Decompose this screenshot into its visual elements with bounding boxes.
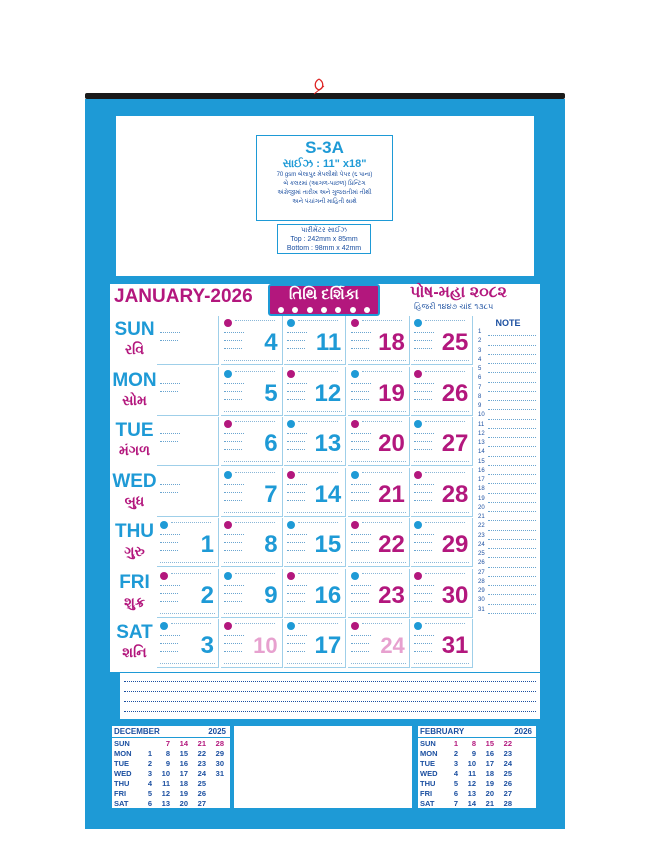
mini-day: 6 bbox=[453, 789, 458, 798]
mini-weekday: SUN bbox=[420, 739, 436, 748]
mini-day: 19 bbox=[485, 779, 494, 788]
mini-day: 2 bbox=[147, 759, 152, 768]
hanging-hook-icon bbox=[312, 78, 326, 96]
mini-day: 1 bbox=[147, 749, 152, 758]
date-cell bbox=[348, 619, 410, 668]
date-cell bbox=[221, 417, 283, 466]
note-number: 24 bbox=[478, 541, 485, 548]
date-number: 21 bbox=[378, 480, 405, 508]
moon-phase-icon bbox=[414, 471, 422, 479]
date-cell bbox=[411, 569, 473, 618]
date-cell bbox=[157, 468, 219, 517]
date-cell bbox=[284, 518, 346, 567]
mini-day: 26 bbox=[503, 779, 512, 788]
date-number: 8 bbox=[264, 531, 278, 558]
moon-phase-icon bbox=[351, 572, 359, 580]
date-number: 29 bbox=[441, 531, 469, 558]
note-number: 19 bbox=[478, 495, 485, 502]
mini-day: 15 bbox=[179, 749, 188, 758]
mini-day: 12 bbox=[467, 779, 476, 788]
mini-weekday: SAT bbox=[114, 799, 129, 808]
moon-phase-icon bbox=[287, 572, 295, 580]
mini-weekday: THU bbox=[114, 779, 130, 788]
mini-day: 9 bbox=[471, 749, 476, 758]
mini-day: 1 bbox=[453, 739, 458, 748]
window-title: પારીમેંટર સાઈઝ bbox=[301, 227, 347, 234]
note-line[interactable] bbox=[478, 587, 538, 596]
moon-phase-icon bbox=[160, 572, 168, 580]
weekday-tue bbox=[112, 421, 157, 459]
mini-row bbox=[114, 769, 228, 779]
date-number: 1 bbox=[200, 531, 214, 558]
note-number: 28 bbox=[478, 578, 485, 585]
note-line[interactable] bbox=[478, 439, 538, 448]
blank-panel bbox=[234, 726, 412, 808]
moon-phase-icon bbox=[414, 370, 422, 378]
note-line[interactable] bbox=[478, 578, 538, 587]
note-line[interactable] bbox=[478, 606, 538, 615]
note-number: 2 bbox=[478, 338, 482, 345]
date-number: 14 bbox=[314, 480, 342, 508]
note-title: NOTE bbox=[495, 318, 521, 328]
date-cell bbox=[157, 619, 219, 668]
note-number: 17 bbox=[478, 477, 485, 483]
date-cell bbox=[284, 468, 346, 517]
note-line[interactable] bbox=[478, 559, 538, 568]
mini-day: 26 bbox=[197, 789, 206, 798]
weekday-gujarati: બુધ bbox=[124, 492, 145, 509]
spec-desc-2: અંગ્રેજીમાં તારીખ અને ગુજરાતીમાં તીથી bbox=[277, 190, 372, 196]
weekday-gujarati: રવિ bbox=[124, 341, 145, 357]
date-cell bbox=[284, 619, 346, 668]
date-cell bbox=[411, 619, 473, 668]
note-line[interactable] bbox=[478, 541, 538, 550]
mini-weekday: WED bbox=[114, 769, 132, 778]
mini-day: 5 bbox=[453, 779, 458, 788]
mini-day: 18 bbox=[485, 769, 494, 778]
date-number: 12 bbox=[314, 379, 342, 407]
note-number: 3 bbox=[478, 347, 482, 354]
mini-day: 14 bbox=[179, 739, 188, 748]
mini-day: 4 bbox=[453, 769, 458, 778]
weekday-mon bbox=[112, 371, 157, 409]
mini-row bbox=[114, 739, 228, 749]
note-number: 14 bbox=[478, 449, 485, 456]
note-line[interactable] bbox=[478, 393, 538, 402]
mini-day: 11 bbox=[162, 779, 170, 788]
mini-prev-title: DECEMBER bbox=[114, 727, 160, 736]
note-number: 21 bbox=[478, 514, 485, 520]
brand-name: તિથિ દર્શિકા bbox=[288, 286, 359, 303]
mini-day: 6 bbox=[147, 799, 152, 808]
mini-day: 13 bbox=[161, 799, 170, 808]
spec-paper: 70 gsm બેલાપુર મેપલીથો પેપર (૬ પાના) bbox=[276, 172, 373, 178]
mini-day: 20 bbox=[179, 799, 188, 808]
date-number: 15 bbox=[314, 531, 342, 558]
mini-day: 22 bbox=[197, 749, 206, 758]
note-number: 13 bbox=[478, 440, 485, 446]
note-line[interactable] bbox=[478, 569, 538, 578]
note-line[interactable] bbox=[478, 328, 538, 337]
mini-day: 9 bbox=[165, 759, 170, 768]
note-number: 30 bbox=[478, 597, 485, 604]
moon-phase-icon bbox=[224, 471, 232, 479]
mini-day: 3 bbox=[453, 759, 458, 768]
gujarati-month: પોષ-મહા ૨૦૮૨ bbox=[410, 284, 507, 301]
mini-day: 4 bbox=[147, 779, 152, 788]
note-line[interactable] bbox=[478, 467, 538, 476]
weekday-english: THU bbox=[114, 521, 155, 542]
moon-phase-icon bbox=[224, 370, 232, 378]
note-line[interactable] bbox=[478, 337, 538, 346]
mini-day: 25 bbox=[197, 779, 206, 788]
date-cell bbox=[348, 417, 410, 466]
date-number: 18 bbox=[378, 329, 405, 356]
weekday-wed bbox=[112, 472, 157, 510]
mini-day: 27 bbox=[197, 799, 206, 808]
date-cell bbox=[157, 518, 219, 567]
moon-phase-icon bbox=[224, 622, 232, 630]
date-cell bbox=[411, 518, 473, 567]
date-cell bbox=[221, 468, 283, 517]
mini-row bbox=[114, 799, 228, 809]
note-number: 18 bbox=[478, 486, 485, 493]
note-line[interactable] bbox=[478, 485, 538, 494]
mini-day: 18 bbox=[179, 779, 188, 788]
moon-phase-icon bbox=[414, 572, 422, 580]
date-cell bbox=[157, 316, 219, 365]
mini-prev-year: 2025 bbox=[208, 727, 226, 736]
note-number: 29 bbox=[478, 588, 485, 594]
weekday-gujarati: સોમ bbox=[122, 391, 147, 408]
moon-phase-icon bbox=[160, 521, 168, 529]
weekday-gujarati: શનિ bbox=[122, 644, 147, 660]
window-bottom: Bottom : 98mm x 42mm bbox=[286, 245, 362, 252]
mini-row bbox=[114, 789, 228, 799]
mini-weekday: TUE bbox=[420, 759, 435, 768]
weekday-sun bbox=[112, 320, 157, 358]
spec-box bbox=[256, 135, 393, 221]
date-number: 5 bbox=[264, 379, 278, 407]
mini-day: 29 bbox=[215, 749, 224, 758]
weekday-sat bbox=[112, 623, 157, 661]
note-number: 11 bbox=[478, 421, 485, 428]
moon-phase-icon bbox=[351, 420, 359, 428]
mini-day: 11 bbox=[468, 769, 476, 778]
note-number: 15 bbox=[478, 458, 485, 465]
date-cell bbox=[157, 417, 219, 466]
weekday-english: TUE bbox=[115, 420, 154, 441]
note-line[interactable] bbox=[478, 356, 538, 365]
note-number: 5 bbox=[478, 366, 482, 372]
date-number: 28 bbox=[441, 480, 469, 508]
note-line[interactable] bbox=[478, 448, 538, 457]
date-number: 4 bbox=[264, 329, 278, 356]
note-number: 1 bbox=[478, 329, 482, 335]
mini-day: 17 bbox=[179, 769, 188, 778]
moon-phase-icon bbox=[414, 622, 422, 630]
note-number: 27 bbox=[478, 569, 485, 576]
mini-next-year: 2026 bbox=[514, 727, 532, 736]
date-cell bbox=[411, 468, 473, 517]
note-number: 20 bbox=[478, 504, 485, 511]
moon-phase-icon bbox=[351, 622, 359, 630]
spec-code: S-3A bbox=[305, 138, 344, 157]
date-cell bbox=[348, 316, 410, 365]
date-cell bbox=[348, 569, 410, 618]
date-number: 25 bbox=[441, 329, 469, 356]
note-line[interactable] bbox=[478, 402, 538, 411]
date-number: 13 bbox=[314, 430, 342, 457]
mini-day: 16 bbox=[485, 749, 494, 758]
mini-day: 25 bbox=[503, 769, 512, 778]
date-number: 10 bbox=[253, 633, 278, 658]
note-number: 23 bbox=[478, 532, 485, 539]
note-line[interactable] bbox=[478, 550, 538, 559]
date-number: 20 bbox=[378, 430, 405, 457]
note-line[interactable] bbox=[478, 347, 538, 356]
moon-phase-icon bbox=[287, 420, 295, 428]
date-cell bbox=[348, 367, 410, 416]
date-number: 3 bbox=[200, 632, 214, 659]
mini-day: 20 bbox=[485, 789, 494, 798]
mini-day: 24 bbox=[197, 769, 206, 778]
date-number: 24 bbox=[380, 633, 405, 658]
note-line[interactable] bbox=[478, 384, 538, 393]
weekday-english: SAT bbox=[116, 622, 153, 643]
mini-weekday: WED bbox=[420, 769, 438, 778]
mini-day: 12 bbox=[161, 789, 170, 798]
weekday-english: MON bbox=[112, 369, 157, 391]
moon-phase-icon bbox=[160, 622, 168, 630]
note-line[interactable] bbox=[478, 476, 538, 485]
date-number: 2 bbox=[200, 581, 214, 609]
moon-phase-icon bbox=[414, 319, 422, 327]
mini-day: 21 bbox=[197, 739, 206, 748]
date-number: 6 bbox=[264, 430, 278, 457]
note-number: 12 bbox=[478, 430, 485, 437]
note-number: 25 bbox=[478, 551, 485, 557]
mini-weekday: MON bbox=[114, 749, 132, 758]
window-top: Top : 242mm x 85mm bbox=[290, 236, 358, 243]
date-cell bbox=[221, 518, 283, 567]
window-size-box bbox=[277, 224, 371, 254]
mini-day: 14 bbox=[467, 799, 476, 808]
note-line[interactable] bbox=[478, 430, 538, 439]
weekday-gujarati: મંગળ bbox=[118, 442, 151, 458]
date-number: 19 bbox=[378, 379, 405, 407]
date-number: 27 bbox=[441, 430, 469, 457]
date-number: 22 bbox=[378, 531, 405, 558]
mini-weekday: FRI bbox=[114, 789, 127, 798]
date-cell bbox=[284, 316, 346, 365]
moon-phase-icon bbox=[224, 572, 232, 580]
weekday-fri bbox=[112, 573, 157, 611]
mini-weekday: TUE bbox=[114, 759, 129, 768]
mini-weekday: THU bbox=[420, 779, 436, 788]
note-line[interactable] bbox=[478, 522, 538, 531]
mini-day: 10 bbox=[467, 759, 476, 768]
mini-day: 16 bbox=[179, 759, 188, 768]
note-line[interactable] bbox=[478, 532, 538, 541]
weekday-english: FRI bbox=[119, 571, 150, 593]
mini-row bbox=[114, 779, 228, 789]
mini-day: 30 bbox=[215, 759, 224, 768]
moon-phase-icon bbox=[224, 420, 232, 428]
moon-phase-icon bbox=[351, 521, 359, 529]
mini-row bbox=[114, 749, 228, 759]
date-cell bbox=[348, 518, 410, 567]
mini-row bbox=[114, 759, 228, 769]
date-cell bbox=[221, 569, 283, 618]
mini-day: 13 bbox=[467, 789, 476, 798]
note-number: 31 bbox=[478, 606, 485, 613]
mini-day: 8 bbox=[165, 749, 170, 758]
brand-logo bbox=[268, 284, 380, 316]
date-cell bbox=[157, 367, 219, 416]
mini-weekday: MON bbox=[420, 749, 438, 758]
date-number: 16 bbox=[314, 581, 342, 609]
mini-day: 3 bbox=[147, 769, 152, 778]
note-line[interactable] bbox=[478, 374, 538, 383]
note-line[interactable] bbox=[478, 596, 538, 605]
moon-phase-icon bbox=[351, 319, 359, 327]
moon-phase-icon bbox=[287, 370, 295, 378]
note-column bbox=[478, 316, 538, 670]
date-cell bbox=[348, 468, 410, 517]
mini-row bbox=[420, 769, 534, 779]
date-grid bbox=[157, 316, 475, 670]
note-lines bbox=[478, 328, 538, 615]
mini-day: 15 bbox=[485, 739, 494, 748]
date-number: 31 bbox=[441, 632, 469, 659]
date-cell bbox=[284, 367, 346, 416]
note-number: 16 bbox=[478, 467, 485, 474]
weekday-english: SUN bbox=[114, 319, 155, 340]
moon-phase-icon bbox=[287, 521, 295, 529]
mini-row bbox=[420, 739, 534, 749]
hijri-year: હિજરી ૧૪૪૭ ચાંદ ૧૩૮૫ bbox=[414, 302, 494, 311]
moon-phase-icon bbox=[287, 622, 295, 630]
date-cell bbox=[221, 619, 283, 668]
mini-row bbox=[420, 759, 534, 769]
mini-row bbox=[420, 789, 534, 799]
moon-phase-icon bbox=[414, 521, 422, 529]
moon-phase-icon bbox=[351, 471, 359, 479]
note-number: 7 bbox=[478, 384, 482, 391]
note-number: 10 bbox=[478, 412, 485, 419]
mini-row bbox=[420, 749, 534, 759]
note-number: 9 bbox=[478, 403, 482, 409]
mini-weekday: FRI bbox=[420, 789, 433, 798]
mini-next-title: FEBRUARY bbox=[420, 727, 465, 736]
mini-day: 31 bbox=[215, 769, 224, 778]
mini-weekday: SAT bbox=[420, 799, 435, 808]
date-cell bbox=[157, 569, 219, 618]
date-number: 11 bbox=[315, 329, 342, 356]
note-number: 6 bbox=[478, 375, 482, 382]
note-line[interactable] bbox=[478, 504, 538, 513]
moon-phase-icon bbox=[224, 319, 232, 327]
note-line[interactable] bbox=[478, 421, 538, 430]
spec-desc-1: બે કલરમાં (આગળ-પાછળ) પ્રિન્ટિંગ bbox=[283, 181, 366, 187]
mini-calendar-next bbox=[418, 726, 536, 808]
weekday-gujarati: ગુરુ bbox=[124, 543, 145, 559]
mini-day: 8 bbox=[471, 739, 476, 748]
date-cell bbox=[221, 316, 283, 365]
mini-day: 28 bbox=[503, 799, 512, 808]
mini-row bbox=[420, 799, 534, 809]
info-label bbox=[110, 673, 120, 719]
date-number: 30 bbox=[441, 581, 469, 609]
moon-phase-icon bbox=[224, 521, 232, 529]
date-cell bbox=[411, 367, 473, 416]
info-strip bbox=[110, 672, 540, 719]
mini-row bbox=[420, 779, 534, 789]
mini-day: 23 bbox=[503, 749, 512, 758]
date-number: 7 bbox=[264, 480, 278, 508]
month-title: JANUARY-2026 bbox=[114, 286, 253, 307]
mini-day: 2 bbox=[453, 749, 458, 758]
note-line[interactable] bbox=[478, 458, 538, 467]
mini-day: 23 bbox=[197, 759, 206, 768]
moon-phase-icon bbox=[287, 319, 295, 327]
note-line[interactable] bbox=[478, 513, 538, 522]
spec-desc-3: અને પંચાંગની માહિતી સાથે bbox=[292, 199, 357, 205]
mini-day: 19 bbox=[179, 789, 188, 798]
date-cell bbox=[411, 316, 473, 365]
mini-day: 17 bbox=[485, 759, 494, 768]
mini-calendar-previous bbox=[112, 726, 230, 808]
note-line[interactable] bbox=[478, 411, 538, 420]
mini-day: 24 bbox=[503, 759, 512, 768]
mini-day: 7 bbox=[453, 799, 458, 808]
weekday-english: WED bbox=[112, 470, 157, 492]
note-line[interactable] bbox=[478, 495, 538, 504]
mini-day: 27 bbox=[503, 789, 512, 798]
date-number: 23 bbox=[378, 581, 405, 609]
mini-day: 21 bbox=[485, 799, 494, 808]
note-number: 22 bbox=[478, 523, 485, 530]
moon-phase-icon bbox=[414, 420, 422, 428]
mini-day: 28 bbox=[215, 739, 224, 748]
date-cell bbox=[411, 417, 473, 466]
date-cell bbox=[284, 417, 346, 466]
mini-day: 22 bbox=[503, 739, 512, 748]
mini-weekday: SUN bbox=[114, 739, 130, 748]
date-number: 26 bbox=[441, 379, 469, 407]
mini-day: 5 bbox=[147, 789, 152, 798]
weekday-thu bbox=[112, 522, 157, 560]
date-number: 17 bbox=[314, 632, 342, 659]
note-line[interactable] bbox=[478, 365, 538, 374]
spec-size: સાઈઝ : 11" x18" bbox=[282, 158, 367, 170]
moon-phase-icon bbox=[351, 370, 359, 378]
note-number: 26 bbox=[478, 560, 485, 567]
mini-day: 7 bbox=[165, 739, 170, 748]
weekday-gujarati: શુક્ર bbox=[124, 593, 145, 610]
date-number: 9 bbox=[264, 581, 278, 609]
date-cell bbox=[284, 569, 346, 618]
note-number: 8 bbox=[478, 393, 482, 400]
moon-phase-icon bbox=[287, 471, 295, 479]
mini-day: 10 bbox=[161, 769, 170, 778]
note-number: 4 bbox=[478, 356, 482, 363]
date-cell bbox=[221, 367, 283, 416]
brand-dots bbox=[278, 307, 370, 313]
